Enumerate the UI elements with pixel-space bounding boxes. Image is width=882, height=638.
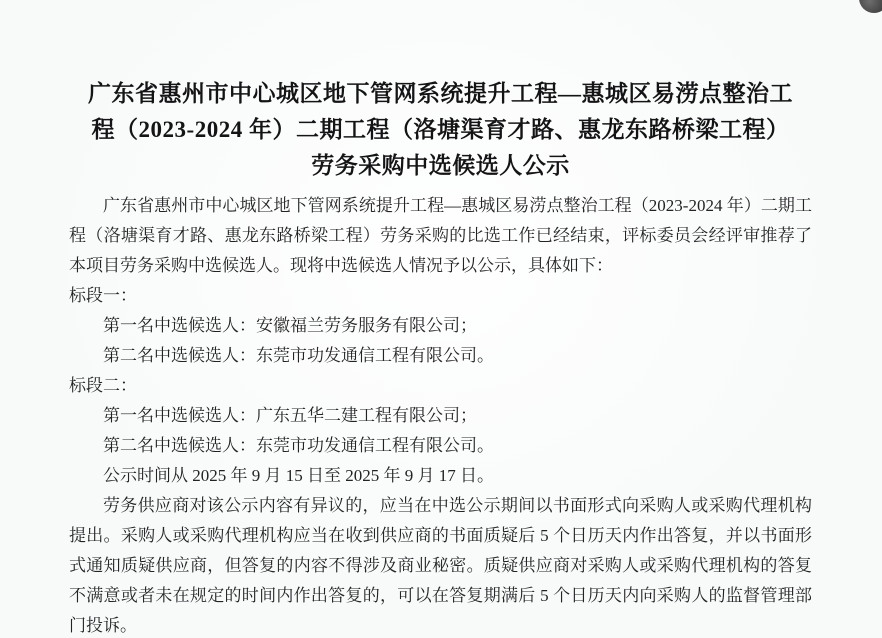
intro-paragraph: 广东省惠州市中心城区地下管网系统提升工程—惠城区易涝点整治工程（2023-2024 年）二期工程（洛塘渠育才路、惠龙东路桥梁工程）劳务采购的比选工作已经结束，评标委员会经评审推荐了本项目劳务采购中选候选人。现将中选候选人情况予以公示，具体如下： xyxy=(69,196,812,275)
title-line-2: 程（2023-2024 年）二期工程（洛塘渠育才路、惠龙东路桥梁工程） xyxy=(91,117,790,142)
section-1-candidate-2: 第二名中选候选人：东莞市功发通信工程有限公司。 xyxy=(103,346,494,365)
publicity-period: 公示时间从 2025 年 9 月 15 日至 2025 年 9 月 17 日。 xyxy=(103,466,494,485)
section-2-candidate-1: 第一名中选候选人：广东五华二建工程有限公司； xyxy=(103,406,477,425)
objection-notice-paragraph: 劳务供应商对该公示内容有异议的，应当在中选公示期间以书面形式向采购人或采购代理机构提出。采购人或采购代理机构应当在收到供应商的书面质疑后 5 个日历天内作出答复，并以书面形式通知质疑供应商，但答复的内容不得涉及商业秘密。质疑供应商对采购人或采购代理机构的答复不满意或者未在规定的时间内作出答复的，可以在答复期满后 5 个日历天内向采购人的监督管理部门投诉。 xyxy=(69,496,812,635)
title-line-1: 广东省惠州市中心城区地下管网系统提升工程—惠城区易涝点整治工 xyxy=(88,81,793,106)
document-title xyxy=(69,76,812,184)
section-2-label: 标段二： xyxy=(69,376,137,395)
section-1-label: 标段一： xyxy=(69,286,137,305)
section-1-candidate-1: 第一名中选候选人：安徽福兰劳务服务有限公司； xyxy=(103,316,477,335)
section-2-candidate-2: 第二名中选候选人：东莞市功发通信工程有限公司。 xyxy=(103,436,494,455)
document-body xyxy=(69,191,812,638)
title-line-3: 劳务采购中选候选人公示 xyxy=(311,153,570,178)
